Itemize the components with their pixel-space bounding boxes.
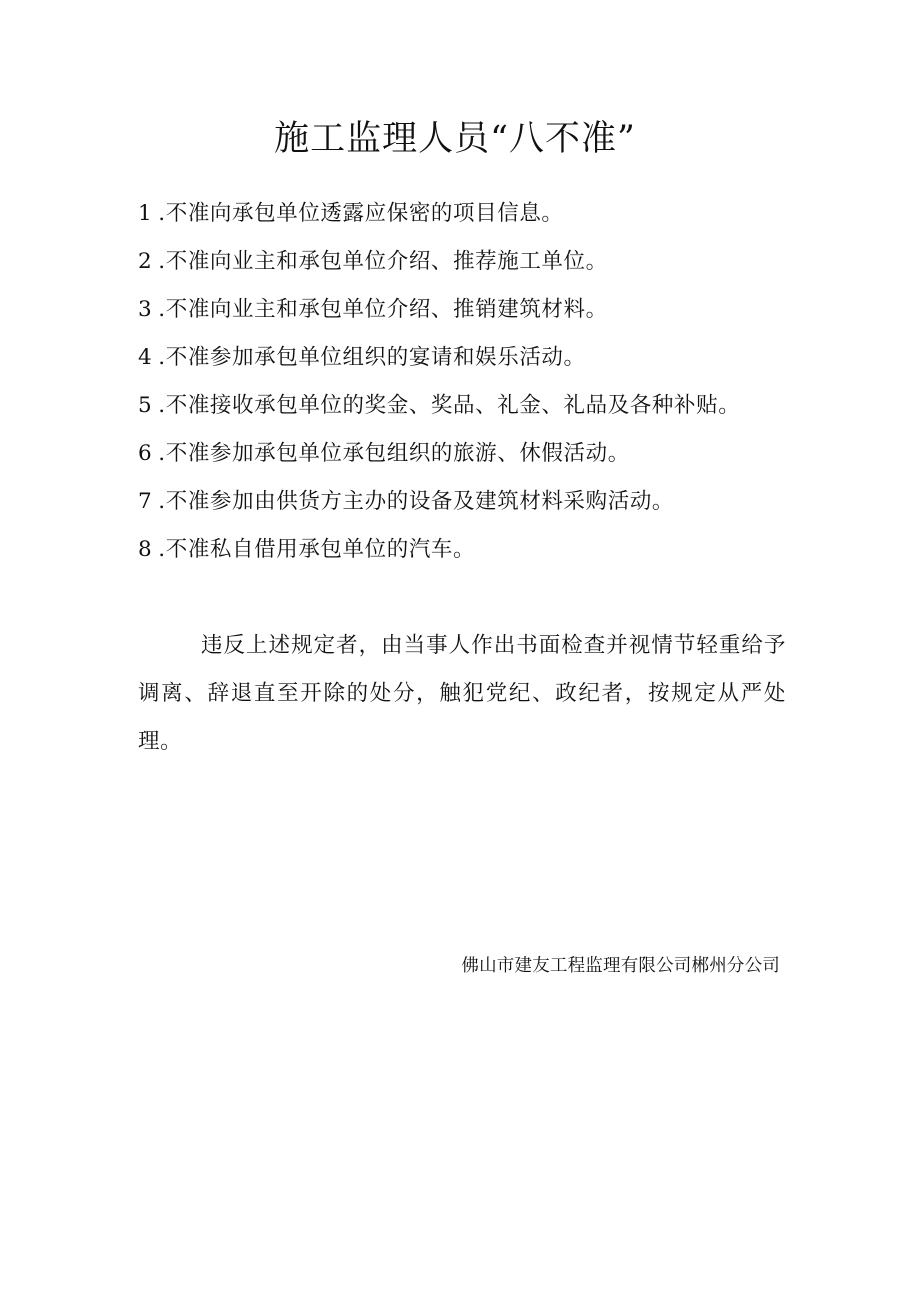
rule-item-2 (138, 238, 788, 286)
rule-text: 不准接收承包单位的奖金、奖品、礼金、礼品及各种补贴。 (165, 393, 741, 418)
rule-separator: . (158, 441, 166, 466)
rule-number: 6 (138, 441, 153, 466)
rule-separator: . (158, 249, 166, 274)
rule-text: 不准向承包单位透露应保密的项目信息。 (165, 201, 564, 226)
document-title: 施工监理人员“八不准” (274, 119, 636, 159)
rule-number: 3 (138, 297, 153, 322)
rule-text: 不准私自借用承包单位的汽车。 (165, 537, 476, 562)
rule-item-3 (138, 286, 788, 334)
rule-item-5 (138, 382, 788, 430)
rule-number: 5 (138, 393, 153, 418)
rule-text: 不准参加承包单位承包组织的旅游、休假活动。 (165, 441, 630, 466)
rule-text: 不准参加承包单位组织的宴请和娱乐活动。 (165, 345, 586, 370)
rule-text: 不准向业主和承包单位介绍、推销建筑材料。 (165, 297, 608, 322)
violation-note: 违反上述规定者，由当事人作出书面检查并视情节轻重给予调离、辞退直至开除的处分，触犯党纪、政纪者，按规定从严处理。 (138, 633, 786, 754)
rule-item-6 (138, 430, 788, 478)
rule-item-7 (138, 478, 788, 526)
rule-number: 4 (138, 345, 153, 370)
rule-number: 1 (138, 201, 153, 226)
rule-item-8 (138, 526, 788, 574)
rule-number: 2 (138, 249, 153, 274)
rule-separator: . (158, 489, 166, 514)
rule-separator: . (158, 345, 166, 370)
rule-number: 8 (138, 537, 153, 562)
rule-text: 不准向业主和承包单位介绍、推荐施工单位。 (165, 249, 608, 274)
rule-separator: . (158, 297, 166, 322)
rule-separator: . (158, 201, 166, 226)
rule-item-4 (138, 334, 788, 382)
rule-separator: . (158, 393, 166, 418)
rule-item-1 (138, 190, 788, 238)
rules-list (138, 190, 788, 574)
company-signature: 佛山市建友工程监理有限公司郴州分公司 (461, 956, 780, 976)
rule-text: 不准参加由供货方主办的设备及建筑材料采购活动。 (165, 489, 675, 514)
rule-separator: . (158, 537, 166, 562)
rule-number: 7 (138, 489, 153, 514)
